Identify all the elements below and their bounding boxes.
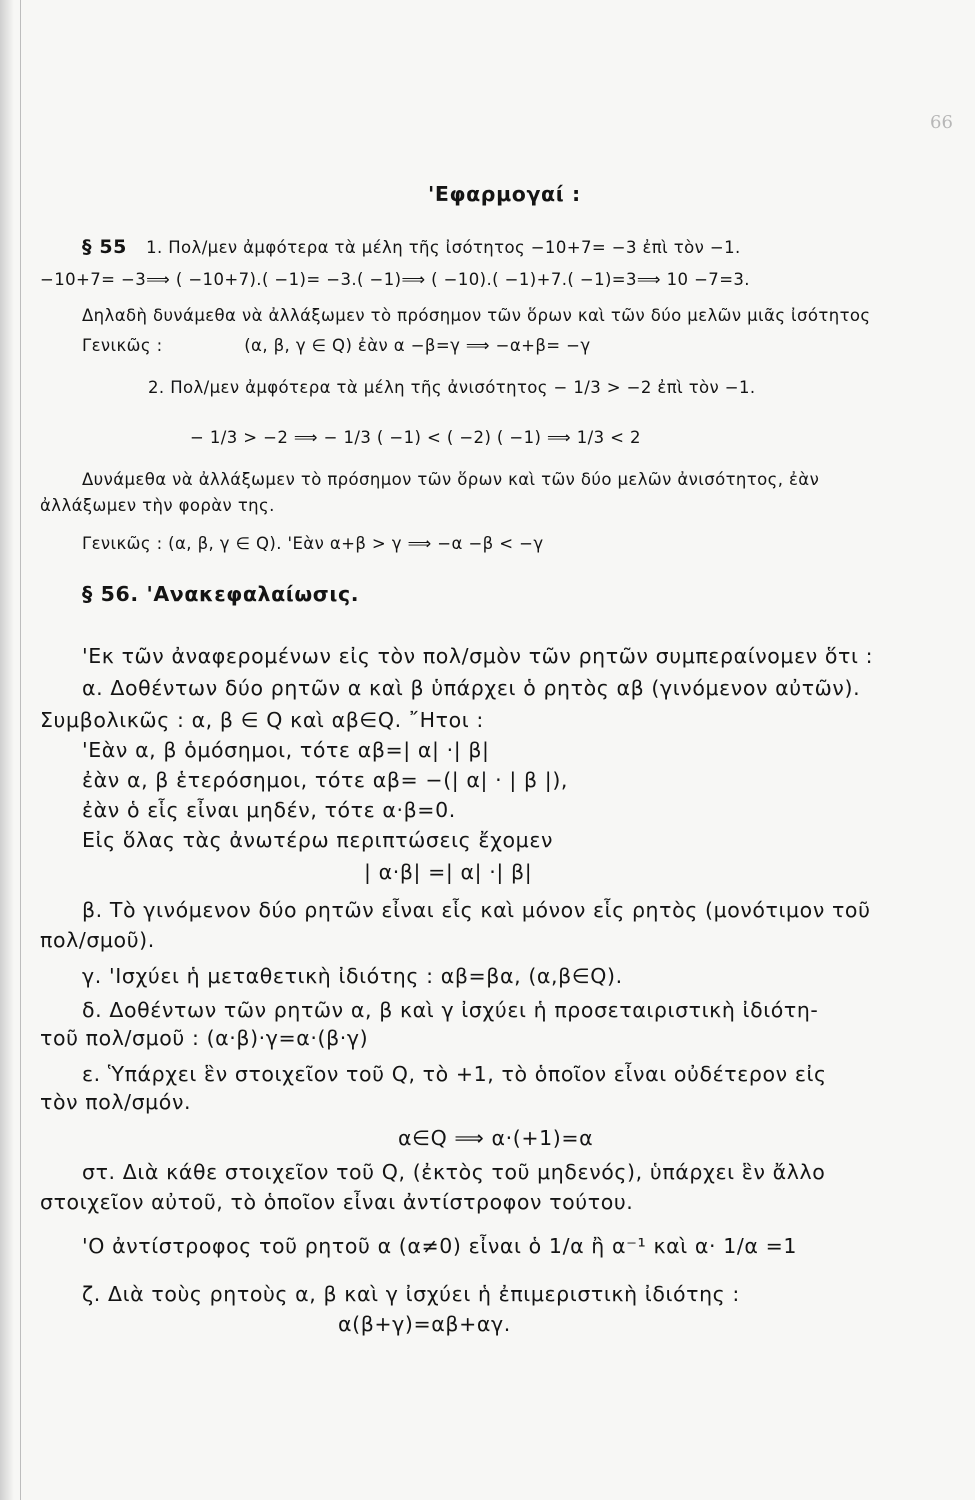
s56-c-commutative: γ. 'Ισχύει ἡ μεταθετικὴ ἰδιότης : αβ=βα, (α,β∈Q). bbox=[82, 964, 623, 988]
s56-a-zero: ἐὰν ὁ εἷς εἶναι μηδέν, τότε α·β=0. bbox=[82, 798, 456, 822]
s55-inequality-note-1: Δυνάμεθα νὰ ἀλλάξωμεν τὸ πρόσημον τῶν ὅρων καὶ τῶν δύο μελῶν ἀνισότητος, ἐὰν bbox=[82, 470, 820, 489]
s55-general-inequality: Γενικῶς : (α, β, γ ∈ Q). 'Εὰν α+β > γ ⟹ −α −β < −γ bbox=[82, 534, 544, 553]
s55-general-label: Γενικῶς : bbox=[82, 336, 163, 355]
s56-st-line-1: στ. Διὰ κάθε στοιχεῖον τοῦ Q, (ἐκτὸς τοῦ μηδενός), ὑπάρχει ἓν ἄλλο bbox=[82, 1160, 826, 1184]
s56-z-formula: α(β+γ)=αβ+αγ. bbox=[338, 1312, 511, 1336]
s56-a-opposite-sign: ἐὰν α, β ἑτερόσημοι, τότε αβ= −(| α| · | β |), bbox=[82, 768, 569, 792]
s56-z-line-1: ζ. Διὰ τοὺς ρητοὺς α, β καὶ γ ἰσχύει ἡ ἐπιμεριστικὴ ἰδιότης : bbox=[82, 1282, 740, 1306]
page-edge-line bbox=[20, 0, 21, 1500]
s56-intro: 'Εκ τῶν ἀναφερομένων εἰς τὸν πολ/σμὸν τῶν ρητῶν συμπεραίνομεν ὅτι : bbox=[82, 644, 874, 668]
s56-b-line-1: β. Τὸ γινόμενον δύο ρητῶν εἶναι εἷς καὶ μόνον εἷς ρητὸς (μονότιμον τοῦ bbox=[82, 898, 871, 922]
binding-shadow bbox=[0, 0, 14, 1500]
s56-st-inverse: 'Ο ἀντίστροφος τοῦ ρητοῦ α (α≠0) εἶναι ὁ 1/α ἢ α⁻¹ καὶ α· 1/α =1 bbox=[82, 1234, 798, 1258]
s55-item-1-text: 1. Πολ/μεν ἀμφότερα τὰ μέλη τῆς ἰσότητος −10+7= −3 ἐπὶ τὸν −1. bbox=[146, 238, 741, 257]
heading-applications: 'Εφαρμογαί : bbox=[428, 182, 581, 206]
s56-a-same-sign: 'Εὰν α, β ὁμόσημοι, τότε αβ=| α| ·| β| bbox=[82, 738, 490, 762]
s56-e-formula: α∈Q ⟹ α·(+1)=α bbox=[398, 1126, 594, 1150]
s56-a-line-1: α. Δοθέντων δύο ρητῶν α καὶ β ὑπάρχει ὁ ρητὸς αβ (γινόμενον αὐτῶν). bbox=[82, 676, 861, 700]
s55-inequality-chain: − 1/3 > −2 ⟹ − 1/3 ( −1) < ( −2) ( −1) ⟹ 1/3 < 2 bbox=[190, 428, 641, 447]
s56-st-line-2: στοιχεῖον αὐτοῦ, τὸ ὁποῖον εἶναι ἀντίστροφον τούτου. bbox=[40, 1190, 634, 1214]
section-56-heading: § 56. 'Ανακεφαλαίωσις. bbox=[82, 582, 360, 606]
s56-b-line-2: πολ/σμοῦ). bbox=[40, 928, 155, 952]
s56-d-line-1: δ. Δοθέντων τῶν ρητῶν α, β καὶ γ ἰσχύει ἡ προσεταιριστικὴ ἰδιότη- bbox=[82, 998, 819, 1022]
s55-general-line bbox=[82, 336, 591, 355]
s55-equation-chain: −10+7= −3⟹ ( −10+7).( −1)= −3.( −1)⟹ ( −10).( −1)+7.( −1)=3⟹ 10 −7=3. bbox=[40, 270, 750, 289]
s56-e-line-2: τὸν πολ/σμόν. bbox=[40, 1090, 192, 1114]
s56-a-formula: | α·β| =| α| ·| β| bbox=[364, 860, 533, 884]
s56-e-line-1: ε. Ὑπάρχει ἓν στοιχεῖον τοῦ Q, τὸ +1, τὸ ὁποῖον εἶναι οὐδέτερον εἰς bbox=[82, 1062, 827, 1086]
s55-conclusion-text: Δηλαδὴ δυνάμεθα νὰ ἀλλάξωμεν τὸ πρόσημον τῶν ὅρων καὶ τῶν δύο μελῶν μιᾶς ἰσότητος bbox=[82, 306, 871, 325]
s55-general-formula: (α, β, γ ∈ Q) ἐὰν α −β=γ ⟹ −α+β= −γ bbox=[244, 336, 591, 355]
s55-inequality-note-2: ἀλλάξωμεν τὴν φορὰν της. bbox=[40, 496, 275, 515]
section-55-label: § 55 bbox=[82, 236, 127, 258]
s55-item-2-text: 2. Πολ/μεν ἀμφότερα τὰ μέλη τῆς ἀνισότητος − 1/3 > −2 ἐπὶ τὸν −1. bbox=[148, 378, 756, 397]
bleed-through-page-number: 66 bbox=[930, 112, 953, 133]
s56-a-line-2: Συμβολικῶς : α, β ∈ Q καὶ αβ∈Q. ῎Ητοι : bbox=[40, 708, 484, 732]
s56-a-all-cases: Εἰς ὅλας τὰς ἀνωτέρω περιπτώσεις ἔχομεν bbox=[82, 828, 554, 852]
section-55-line-1 bbox=[82, 236, 741, 258]
s56-d-line-2: τοῦ πολ/σμοῦ : (α·β)·γ=α·(β·γ) bbox=[40, 1026, 369, 1050]
